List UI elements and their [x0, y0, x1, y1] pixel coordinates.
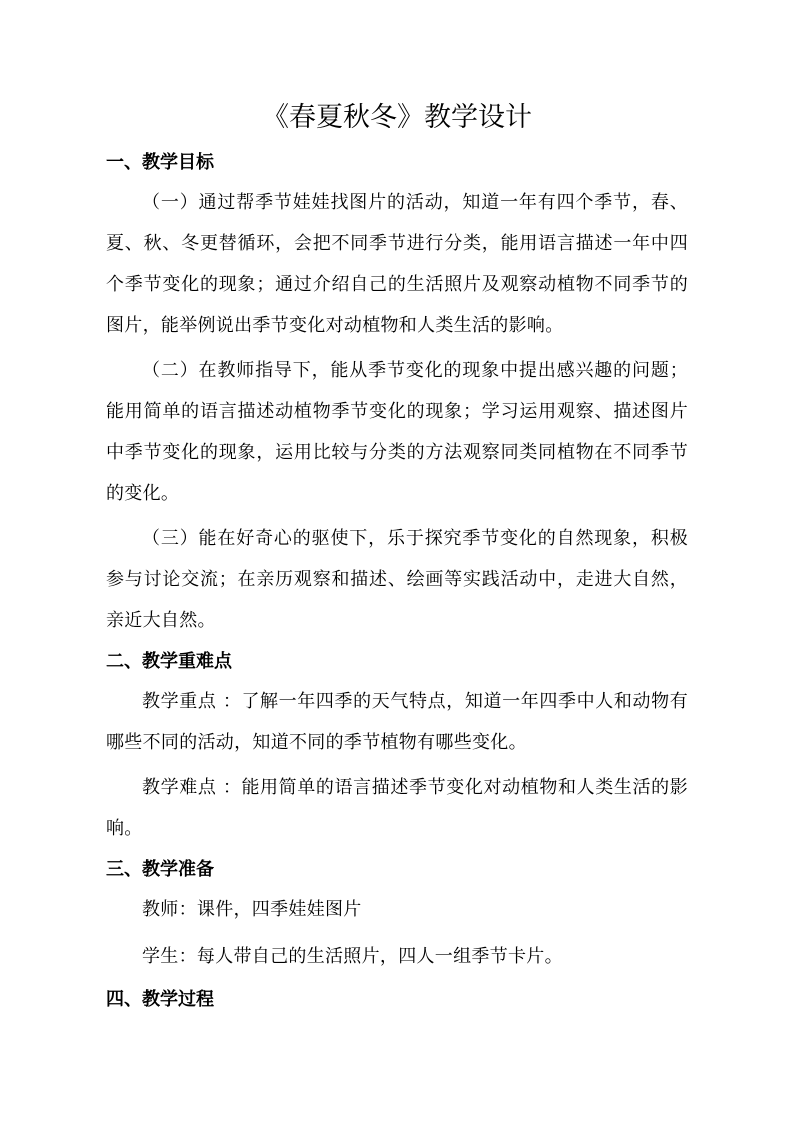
key-point-paragraph: 教学重点 ：了解一年四季的天气特点，知道一年四季中人和动物有哪些不同的活动，知道不同的季节植物有哪些变化。	[106, 691, 688, 753]
objective-paragraph-1: （一）通过帮季节娃娃找图片的活动，知道一年有四个季节，春、夏、秋、冬更替循环，会把不同季节进行分类，能用语言描述一年中四个季节变化的现象；通过介绍自己的生活照片及观察动植物不同季节的图片，能举例说出季节变化对动植物和人类生活的影响。	[106, 192, 688, 336]
student-preparation-paragraph: 学生：每人带自己的生活照片，四人一组季节卡片。	[142, 946, 563, 967]
teacher-preparation-paragraph: 教师：课件，四季娃娃图片	[142, 899, 362, 920]
document-title: 《春夏秋冬》教学设计	[262, 102, 532, 133]
section-heading-process: 四、教学过程	[106, 989, 214, 1010]
objective-paragraph-2: （二）在教师指导下，能从季节变化的现象中提出感兴趣的问题；能用简单的语言描述动植物季节变化的现象；学习运用观察、描述图片中季节变化的现象，运用比较与分类的方法观察同类同植物在不同季节的变化。	[106, 360, 688, 504]
section-heading-key-points: 二、教学重难点	[106, 651, 232, 672]
section-heading-objectives: 一、教学目标	[106, 152, 214, 173]
difficult-point-paragraph: 教学难点 ：能用简单的语言描述季节变化对动植物和人类生活的影响。	[106, 777, 688, 839]
objective-paragraph-3: （三）能在好奇心的驱使下，乐于探究季节变化的自然现象，积极参与讨论交流；在亲历观察和描述、绘画等实践活动中，走进大自然，亲近大自然。	[106, 528, 688, 631]
section-heading-preparation: 三、教学准备	[106, 859, 214, 880]
